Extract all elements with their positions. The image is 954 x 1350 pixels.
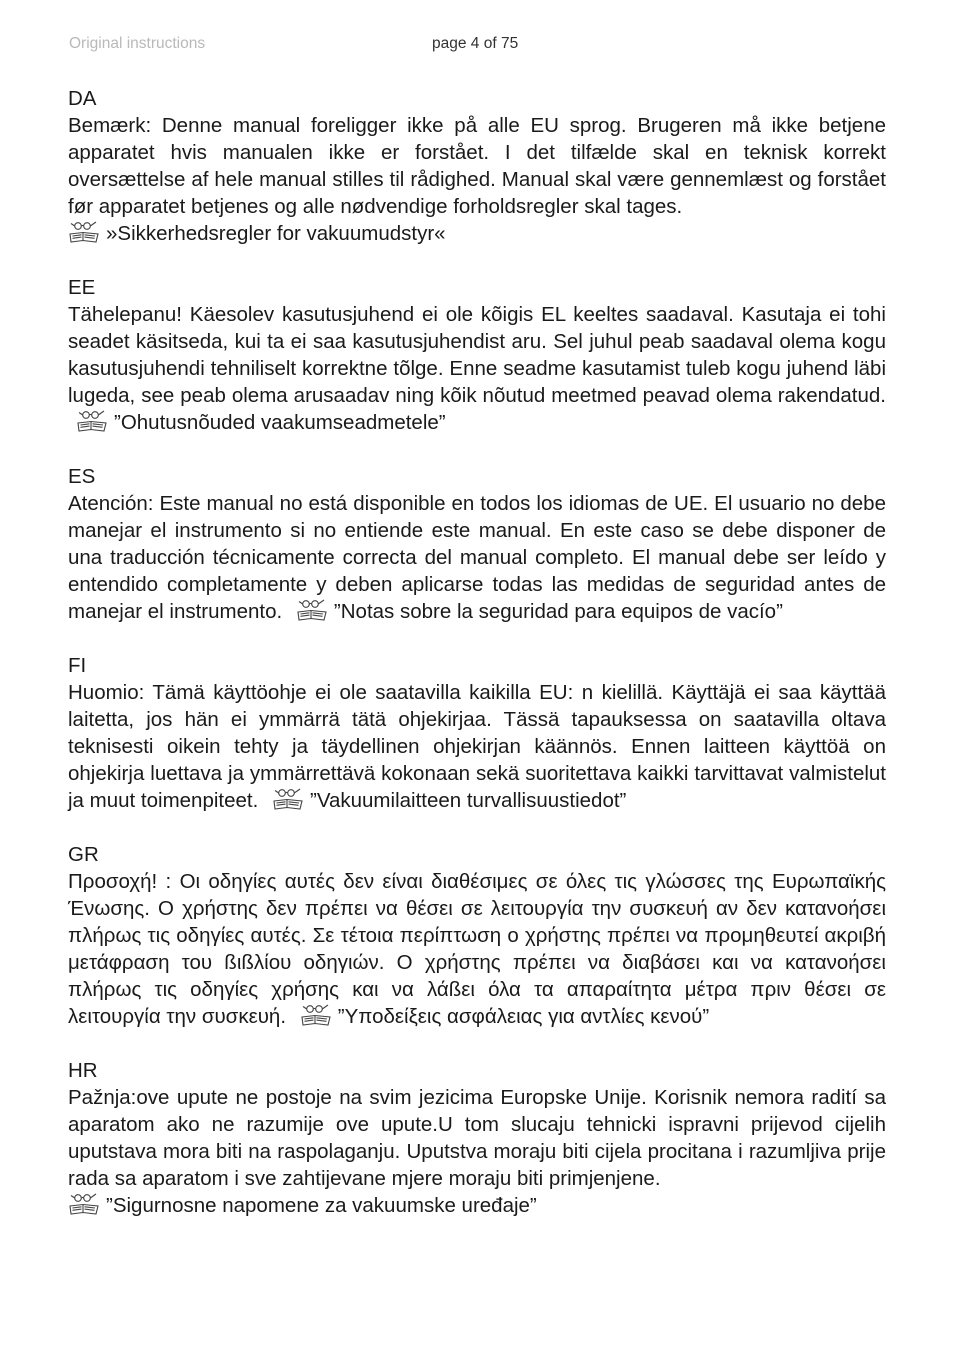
language-section-ee [68,274,886,436]
section-text: Huomio: Tämä käyttöohje ei ole saatavilla kaikilla EU: n kielillä. Käyttäjä ei saa käyttää laitetta, jos hän ei ymmärrä tätä ohjekirjaa. Tässä tapauksessa on saatavilla oltava teknisesti oikein tehty ja täydellinen ohjekirjan käännös. Ennen laitteen käyttöä on ohjekirja luettava ja ymmärrettävä kokonaan sekä suoritettava kaikki tarvittavat valmistelut ja muut toimenpiteet. ”Vakuumilaitteen turvallisuustiedot” [68,681,886,812]
language-code: HR [68,1059,98,1082]
section-text: Bemærk: Denne manual foreligger ikke på alle EU sprog. Brugeren må ikke betjene apparatet hvis manualen ikke er forstået. I det tilfælde skal en teknisk korrekt oversættelse af hele manual stilles til rådighed. Manual skal være gennemlæst og forstået før apparatet betjenes og alle nødvendige forholdsregler skal tages. »Sikkerhedsregler for vakuumudstyr« [68,114,886,245]
book-glasses-icon [300,1003,332,1029]
book-glasses-icon [68,1192,100,1218]
language-section-da [68,85,886,247]
language-section-es [68,463,886,625]
language-section-gr [68,841,886,1030]
section-text: Pažnja:ove upute ne postoje na svim jezicima Europske Unije. Korisnik nemora radití sa aparatom ako ne razumije ove upute.U tom slucaju tehnicki ispravni prijevod cijelih uputstava mora biti na raspolaganju. Uputstva moraju biti cijela procitana i razumljiva prije rada sa aparatom i sve zahtijevane mjere moraju biti primjenjene. ”Sigurnosne napomene za vakuumske uređaje” [68,1086,886,1217]
safety-reference: ”Vakuumilaitteen turvallisuustiedot” [310,789,627,812]
safety-reference: ”Υποδείξεις ασφάλειας για αντλίες κενού” [337,1005,710,1028]
language-code: DA [68,87,97,110]
book-glasses-icon [68,220,100,246]
safety-reference: ”Ohutusnõuded vaakumseadmetele” [114,411,446,434]
section-text: Tähelepanu! Käesolev kasutusjuhend ei ole kõigis EL keeltes saadaval. Kasutaja ei tohi seadet käsitseda, kui ta ei saa kasutusjuhendist aru. Sel juhul peab saadaval olema kogu kasutusjuhendi tehniliselt korrektne tõlge. Enne seadme kasutamist tuleb kogu juhend läbi lugeda, see peab olema arusaadav ning kõik nõutud meetmed peavad olema rakendatud. ”Ohutusnõuded vaakumseadmetele” [68,303,886,434]
book-glasses-icon [272,787,304,813]
language-code: FI [68,654,87,677]
document-body [68,85,886,1246]
language-code: GR [68,843,99,866]
language-code: ES [68,465,96,488]
section-text: Atención: Este manual no está disponible en todos los idiomas de UE. El usuario no debe manejar el instrumento si no entiende este manual. En este caso se debe disponer de una traducción técnicamente correcta del manual completo. El manual debe ser leído y entendido completamente y deben aplicarse todas las medidas de seguridad antes de manejar el instrumento. ”Notas sobre la seguridad para equipos de vacío” [68,492,886,623]
page-number: page 4 of 75 [432,35,519,52]
language-section-hr [68,1057,886,1219]
safety-reference: »Sikkerhedsregler for vakuumudstyr« [106,222,446,245]
language-code: EE [68,276,96,299]
safety-reference: ”Notas sobre la seguridad para equipos de vacío” [333,600,783,623]
language-section-fi [68,652,886,814]
book-glasses-icon [76,409,108,435]
book-glasses-icon [296,598,328,624]
header-document-label: Original instructions [69,35,206,52]
safety-reference: ”Sigurnosne napomene za vakuumske uređaje” [106,1194,537,1217]
section-text: Προσοχή! : Οι οδηγίες αυτές δεν είναι διαθέσιμες σε όλες τις γλώσσες της Ευρωπαϊκής Ένωσης. Ο χρήστης δεν πρέπει να θέσει σε λειτουργία την συσκευή αν δεν κατανοήσει πλήρως τις οδηγίες αυτές. Σε τέτοια περίπτωση ο χρήστης πρέπει να προμηθευτεί ακριβή μετάφραση του ßιßλίου οδηγιών. Ο χρήστης πρέπει να διαβάσει και να κατανοήσει πλήρως τις οδηγίες χρήσης και να λάßει όλα τα απαραίτητα μέτρα πριν θέσει σε λειτουργία την συσκευή. ”Υποδείξεις ασφάλειας για αντλίες κενού” [68,870,886,1028]
